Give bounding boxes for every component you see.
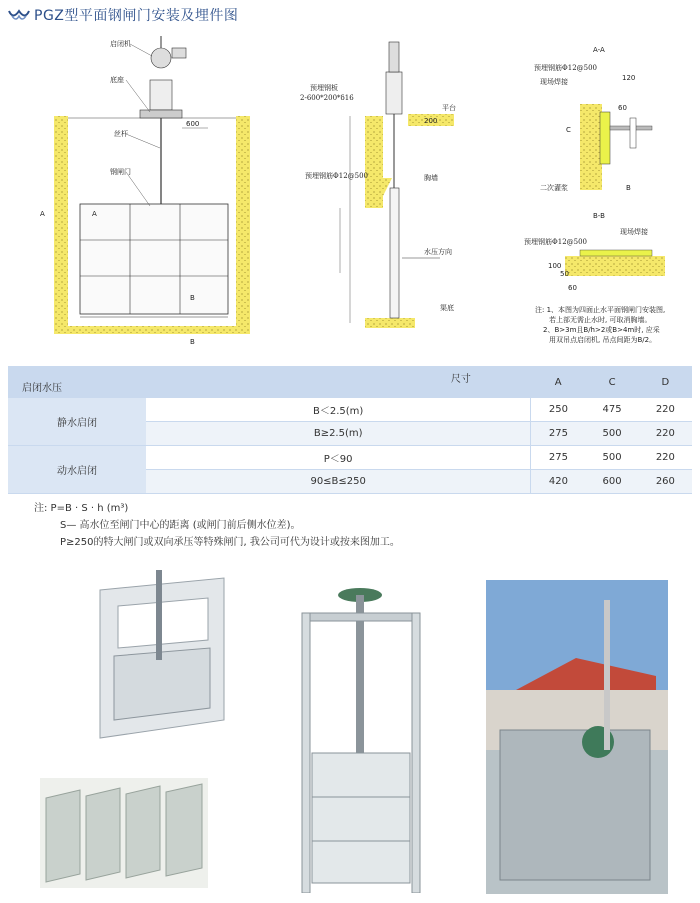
note-line: 注: 1、本图为四面止水平面钢闸门安装图, xyxy=(535,306,666,314)
detail-bb xyxy=(524,212,665,292)
label-plate-spec: 2-600*200*δ16 xyxy=(300,94,354,102)
value-cell: 420 xyxy=(531,470,586,494)
group-static: 静水启闭 xyxy=(8,398,146,446)
footnote xyxy=(34,500,400,551)
label-stem: 丝杆 xyxy=(114,130,128,138)
footnote-special: P≥250的特大闸门或双向承压等特殊闸门, 我公司可代为设计或按来图加工。 xyxy=(60,537,400,548)
label-bottom: 渠底 xyxy=(440,304,454,312)
detail-bb-title: B-B xyxy=(593,212,605,220)
photo-embedded-parts xyxy=(40,778,208,888)
header-pressure: 启闭水压 xyxy=(22,383,62,394)
dim-bb-60: 60 xyxy=(568,284,577,292)
value-cell: 275 xyxy=(531,422,586,446)
photo-gate-frame xyxy=(92,570,232,740)
drawing-notes xyxy=(535,305,695,345)
label-plate: 预埋钢板 xyxy=(310,84,338,92)
front-view xyxy=(40,36,250,346)
label-grout: 二次灌浆 xyxy=(540,184,568,192)
section-mark-a-inner: A xyxy=(92,210,97,218)
dim-120: 120 xyxy=(622,74,636,82)
note-line: 2、B>3m且B/h>2或B>4m时, 应采 xyxy=(543,326,660,334)
label-hoist: 启闭机 xyxy=(110,40,131,48)
detail-aa xyxy=(534,46,652,192)
label-bb-rebar: 预埋钢筋Φ12@500 xyxy=(524,238,588,246)
dim-100: 100 xyxy=(548,262,562,270)
cond-cell: P＜90 xyxy=(146,446,531,470)
dim-600: 600 xyxy=(186,120,200,128)
note-line: 用双吊点启闭机, 吊点间距为B/2。 xyxy=(549,336,657,344)
value-cell: 220 xyxy=(639,422,692,446)
dim-c: C xyxy=(566,126,571,134)
header-col-c: C xyxy=(585,366,638,398)
page-title: PGZ型平面钢闸门安装及埋件图 xyxy=(34,8,239,24)
label-base: 底座 xyxy=(110,76,124,84)
label-gate: 钢闸门 xyxy=(110,168,131,176)
header-col-d: D xyxy=(639,366,692,398)
page-header xyxy=(8,4,238,26)
cond-cell: B＜2.5(m) xyxy=(146,398,531,422)
label-platform: 平台 xyxy=(442,104,456,112)
dim-b: B xyxy=(626,184,631,192)
table-header-corner xyxy=(8,366,531,398)
company-logo-icon xyxy=(8,8,30,22)
value-cell: 220 xyxy=(639,398,692,422)
spec-table xyxy=(8,366,692,494)
dim-60: 60 xyxy=(618,104,627,112)
value-cell: 600 xyxy=(585,470,638,494)
note-line: 若上部无需止水时, 可取消胸墙。 xyxy=(549,316,652,324)
value-cell: 220 xyxy=(639,446,692,470)
footnote-formula: 注: P=B · S · h (m³) xyxy=(34,503,129,514)
label-aa-weld: 现场焊接 xyxy=(540,78,568,86)
footnote-s-definition: S— 高水位至闸门中心的距离 (或闸门前后侧水位差)。 xyxy=(60,520,301,531)
label-aa-rebar: 预埋钢筋Φ12@500 xyxy=(534,64,598,72)
label-wall: 胸墙 xyxy=(424,174,438,182)
section-mark-a: A xyxy=(40,210,45,218)
cond-cell: 90≤B≤250 xyxy=(146,470,531,494)
value-cell: 475 xyxy=(585,398,638,422)
table-row xyxy=(8,398,692,422)
cond-cell: B≥2.5(m) xyxy=(146,422,531,446)
dim-50: 50 xyxy=(560,270,569,278)
photo-gate-handwheel xyxy=(294,583,428,893)
label-bb-weld: 现场焊接 xyxy=(620,228,648,236)
header-col-a: A xyxy=(531,366,586,398)
label-water: 水压方向 xyxy=(424,248,452,256)
section-mark-b: B xyxy=(190,338,195,346)
value-cell: 275 xyxy=(531,446,586,470)
section-mark-b-inner: B xyxy=(190,294,195,302)
dim-200: 200 xyxy=(424,117,438,125)
photo-installed-gate xyxy=(486,580,668,894)
header-dimension: 尺寸 xyxy=(450,374,471,385)
value-cell: 250 xyxy=(531,398,586,422)
table-row xyxy=(8,446,692,470)
table-header-row xyxy=(8,366,692,398)
value-cell: 500 xyxy=(585,446,638,470)
group-dynamic: 动水启闭 xyxy=(8,446,146,494)
value-cell: 260 xyxy=(639,470,692,494)
side-view xyxy=(300,42,456,328)
detail-aa-title: A-A xyxy=(593,46,605,54)
label-side-rebar: 预埋钢筋Φ12@500 xyxy=(305,172,369,180)
value-cell: 500 xyxy=(585,422,638,446)
